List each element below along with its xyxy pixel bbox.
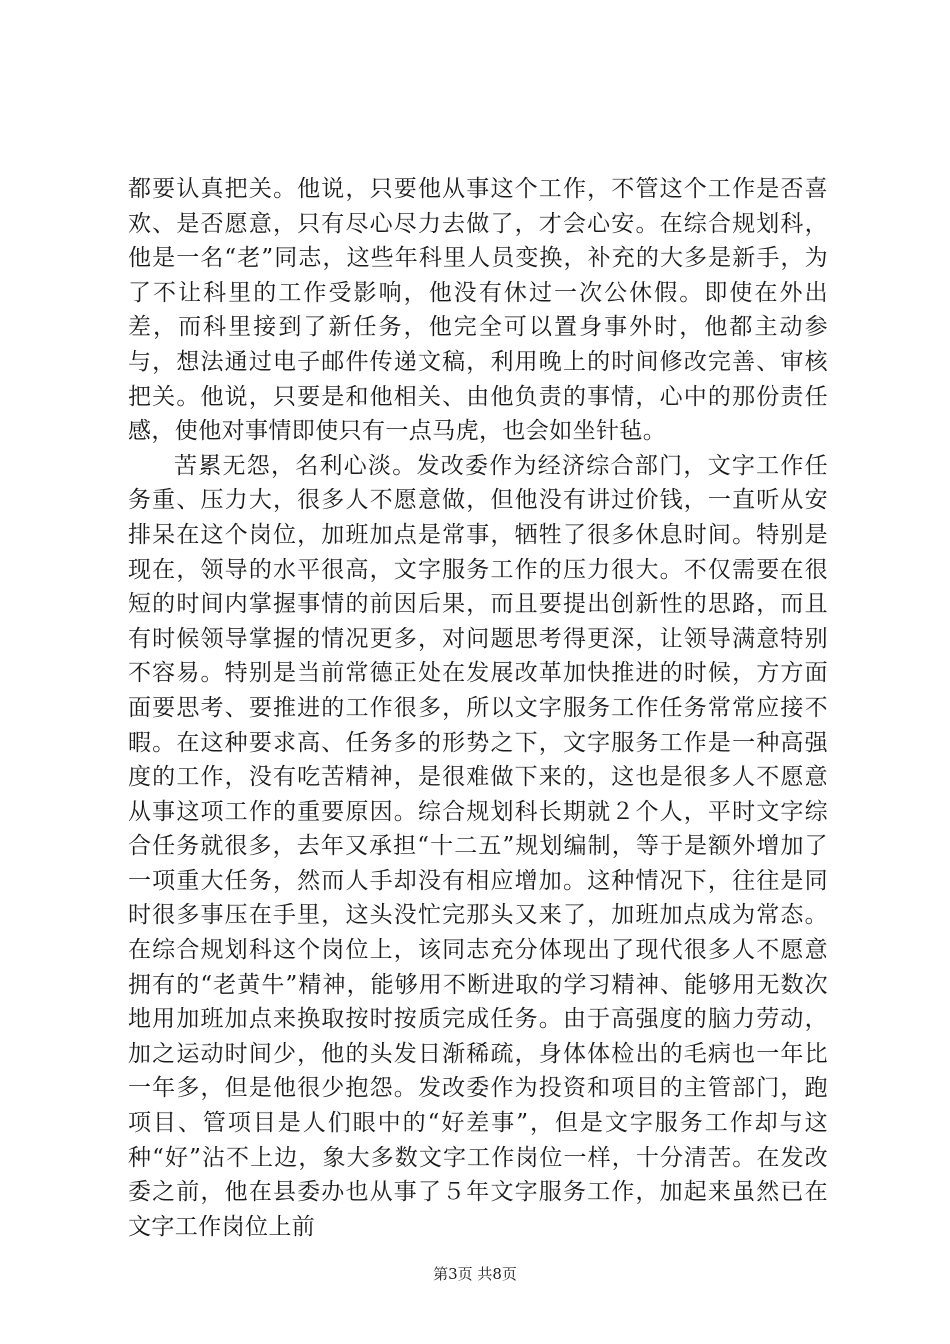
- paragraph-1: 都要认真把关。他说，只要他从事这个工作，不管这个工作是否喜欢、是否愿意，只有尽心尽力去做了，才会心安。在综合规划科，他是一名“老”同志，这些年科里人员变换，补充的大多是新手，为了不让科里的工作受影响，他没有休过一次公休假。即使在外出差，而科里接到了新任务，他完全可以置身事外时，他都主动参与，想法通过电子邮件传递文稿，利用晚上的时间修改完善、审核把关。他说，只要是和他相关、由他负责的事情，心中的那份责任感，使他对事情即使只有一点马虎，也会如坐针毡。: [128, 176, 828, 445]
- page-footer: 第3页 共8页: [433, 1265, 517, 1283]
- document-body: [128, 172, 828, 1244]
- paragraph-2: 苦累无怨，名利心淡。发改委作为经济综合部门，文字工作任务重、压力大，很多人不愿意做，但他没有讲过价钱，一直听从安排呆在这个岗位，加班加点是常事，牺牲了很多休息时间。特别是现在，领导的水平很高，文字服务工作的压力很大。不仅需要在很短的时间内掌握事情的前因后果，而且要提出创新性的思路，而且有时候领导掌握的情况更多，对问题思考得更深，让领导满意特别不容易。特别是当前常德正处在发展改革加快推进的时候，方方面面要思考、要推进的工作很多，所以文字服务工作任务常常应接不暇。在这种要求高、任务多的形势之下，文字服务工作是一种高强度的工作，没有吃苦精神，是很难做下来的，这也是很多人不愿意从事这项工作的重要原因。综合规划科长期就２个人，平时文字综合任务就很多，去年又承担“十二五”规划编制，等于是额外增加了一项重大任务，然而人手却没有相应增加。这种情况下，往往是同时很多事压在手里，这头没忙完那头又来了，加班加点成为常态。在综合规划科这个岗位上，该同志充分体现出了现代很多人不愿意拥有的“老黄牛”精神，能够用不断进取的学习精神、能够用无数次地用加班加点来换取按时按质完成任务。由于高强度的脑力劳动，加之运动时间少，他的头发日渐稀疏，身体体检出的毛病也一年比一年多，但是他很少抱怨。发改委作为投资和项目的主管部门，跑项目、管项目是人们眼中的“好差事”，但是文字服务工作却与这种“好”沾不上边，象大多数文字工作岗位一样，十分清苦。在发改委之前，他在县委办也从事了５年文字服务工作，加起来虽然已在文字工作岗位上前: [128, 452, 828, 1240]
